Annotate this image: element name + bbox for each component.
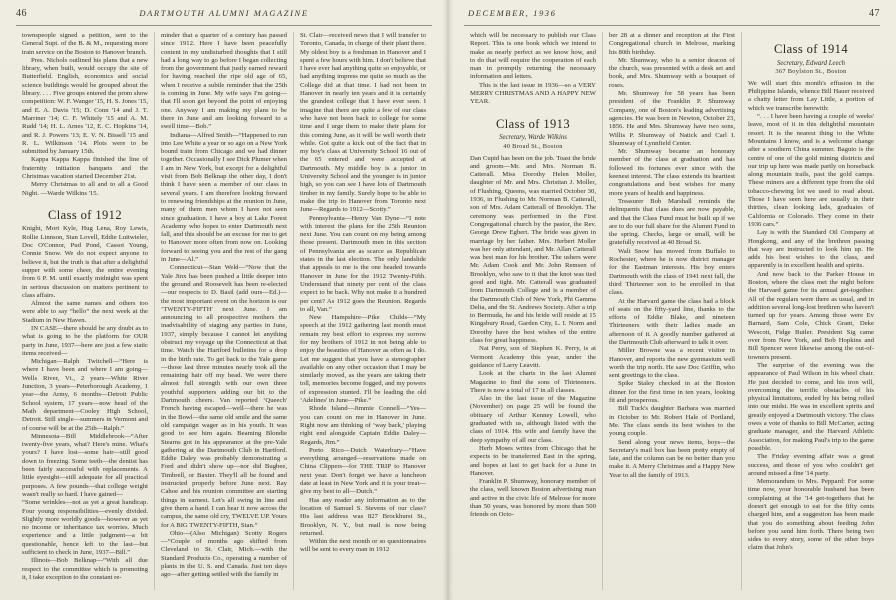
secretary-address: 40 Broad St., Boston: [503, 142, 563, 150]
body-paragraph: “. . . I have been having a couple of weeks' leave, most of it in this delightful mountain resort. It is the nearest thing to the White Mountains I know, and is a welcome change after a southern China summer. Baguio is the centre of one of the gold mining districts and our trip up here was made partly on horseback along mountain trails, past the gold camps. These miners are a different type from the old tobacco-chewing lot we used to read about. Those I have seen here are usually in their thirties, clean looking lads, graduates of California or Colorado. They come in their 1936 cars.”: [748, 113, 874, 228]
body-paragraph: Miller Browne was a recent visitor in Hanover, and reports the new gymnasium well worth the trip north. He saw Doc Griffin, who sent greetings to the class.: [609, 347, 735, 380]
right-page: [448, 0, 896, 600]
body-paragraph: Rhode Island—Jimmie Connell—“Yes—you can count on me in Hanover in June. Right now am thinking of ‘way back,' playing right end alongside Captain Eddie Daley—Regards, Jim.”: [300, 405, 426, 446]
right-column-2: [602, 32, 741, 590]
body-paragraph: Mr. Shumway became an honorary member of the class at graduation and has followed its fortunes ever since with the keenest interest. The class extends its heartiest congratulations and best wishes for many more years of health and happiness.: [609, 148, 735, 197]
body-paragraph: Connecticut—Stan Weld—“Now that the Yale Jinx has been pushed a little deeper into the ground and Roosevelt has been re-elected—our respects to D. Basil (add ours—Ed.)—the most important event on the horizon is our ‘TWENTY-FIFTH' next June. I am announcing to all prospective mothers the inadvisability of staging any parties in June, 1937, simply because I cannot let anything obstruct my voyage up the Connecticut at that time. Watch the Hartford bulletins for a drop in the birth rate. To get back to the Yale game—those last three minutes nearly took all the remaining hair off my head. We were there almost full strength with our own three youthful supporters adding our bit to the Dartmouth cheers. Van reported ‘Queech' French having escaped—well—there he was in the Bowl—the same old smile and the same old campaign wager as in his youth. It was good to see him again. Beaming Blondie Stearns got in his appearance at the pre-Yale gathering at the Dartmouth Club in Hartford. Eddie Daley was probably demonstrating a Ford and didn't show up—nor did Bugbee, Timbrell, or Baxter. They'll all be found and instructed properly before June next. Ray Cahoe and his reunion committee are starting things in earnest. Let's all swing in line and give them a hand. I can hear it now across the campus, the same old cry, TWELVE UP. Yours for A BIG TWENTY-FIFTH, Stan.”: [161, 264, 287, 529]
class-notes-heading: Class of 1914: [774, 42, 848, 56]
left-columns: [16, 32, 432, 590]
body-paragraph: ber 28 at a dinner and reception at the First Congregational church in Melrose, marking his 80th birthday.: [609, 32, 735, 56]
body-paragraph: “Some wrinkles—not as yet a great handicap. Four young responsibilities—evenly divided. Slightly more worldly goods—however as yet no income or inheritance tax worries. Much experience and a little judgment—a bit questionable, hence left to the last—but sufficient to check in June, 1937—Bill.”: [22, 499, 148, 557]
body-paragraph: New Hampshire—Pike Childs—“My speech at the 1912 gathering last month must remain my best effort to express my sorrow for my brothers of 1912 in not being able to enjoy the beauties of Hanover as often as I do. Let me suggest that you have a stenographer available on any other occasion that I may be similarly moved, as the years are taking their toll, memories become fogged, and my powers of expression stunted. I'll be leading the old ‘Adelines' in June—Pike.”: [300, 314, 426, 405]
left-header-rule: [16, 25, 432, 26]
right-page-number: 47: [869, 8, 880, 19]
body-paragraph: Merry Christmas to all and to all a Good Night. —Warde Wilkins '15.: [22, 181, 148, 197]
body-paragraph: Mr. Shumway for 58 years has been president of the Franklin P. Shumway Company, one of Boston's leading advertising agencies. He was born in Newton, October 23, 1856. He and Mrs. Shumway have two sons, Willis P. Shumway of Natick and Carl I. Shumway of Lynnfield Center.: [609, 90, 735, 147]
body-paragraph: The Friday evening affair was a great success, and those of you who couldn't get around missed a fine '14 party.: [748, 453, 874, 477]
body-paragraph: Knight, Mort Kyle, Hug Lena, Roy Lewis, Rollie Linnson, Stan Lovell, Eddie Luitwieler, Doc O'Connor, Pud Pond, Cassot Young, Connie Snow. We do not expect anyone to believe it, but the truth is that after a delightful supper with some cheer, the entire evening from 6 P. M. until exactly midnight was spent in serious discussion on matters pertinent to class affairs.: [22, 225, 148, 299]
right-running-head: DECEMBER, 1936: [468, 8, 557, 18]
body-paragraph: Also in the last issue of the Magazine (November) on page 25 will be found the obituary of Arthur Kenney Lowell, who graduated with us, although listed with the class of 1914. His wife and family have the deep sympathy of all our class.: [470, 395, 596, 444]
body-paragraph: Send along your news items, boys—the Secretary's mail box has been pretty empty of late, and the column can be no better than you make it. A Merry Christmas and a Happy New Year to all the family of 1913.: [609, 438, 735, 479]
body-paragraph: Pres. Nichols outlined his plans that a new library, when built, would occupy the site of Butterfield. English, economics and social science buildings would be grouped about the library. . . . Five groups entered the prom show competition: W. F. Wanger '15, H. S. Jones '15, and E. A. Davis '15; D. Conn '14 and J. T. Marriner '14; C. F. Whitely '15 and A. M. Rudd '14; H. L. Arnes '12, E. C. Hopkins '14, and R. J. Powers '13; E. V. N. Bissell '15 and R. L. Wilkinson '14. Plots were to be submitted by January 15th.: [22, 56, 148, 156]
body-paragraph: Michigan—Ralph Twitchell—“Here is where I have been and where I am going—Wells River, Vt., 2 years—White River Junction, 3 years—Peterborough Academy, 1 year—the Army, 6 months—Detroit Public School system, 17 years—now head of the Math department—Cooley High School, Detroit. Still single—summers in Vermont and of course will be at the 25th—Ralph.”: [22, 358, 148, 432]
body-paragraph: townspeople signed a petition, sent to the General Supt. of the B. & M., requesting more train service on the Boston to Hanover branch.: [22, 32, 148, 56]
body-paragraph: Minnesota—Bill Middlebrook—“After twenty-five years, what? Here's mine. What's yours? I have lost—some hair—still good down to freezing. Some teeth—the dentist has been fairly successful with replacements. A little eyesight—still adequate for all practical purposes. A few pounds—that college weight wasn't really so hard. I have gained—: [22, 432, 148, 498]
class-notes-heading: Class of 1913: [496, 116, 570, 131]
body-paragraph: Ohio—(Also Michigan) Scotty Rogers—“Couple of months ago shifted from Cleveland to St. Clair, Mich.—with the Standard Products Co., operating a number of plants in the U. S. and Canada. Just ten days ago—after getting settled with the family in: [161, 529, 287, 579]
right-page-header: [464, 8, 880, 22]
body-paragraph: We will start this month's effusion in the Philippine Islands, whence Bill Hauer received a chatty letter from Lay Little, a portion of which we transcribe herewith:: [748, 79, 874, 112]
body-paragraph: Within the next month or so questionnaires will be sent to every man in 1912: [300, 538, 426, 554]
left-page-header: [16, 8, 432, 22]
body-paragraph: Nat Perry, son of Stephen K. Perry, is at Vermont Academy this year, under the guidance of Larry Leavitt.: [470, 345, 596, 369]
right-header-rule: [464, 25, 880, 26]
body-paragraph: Herb Moses writes from Chicago that he expects to be transferred East in the spring, and hopes at last to get back for a June in Hanover.: [470, 444, 596, 477]
body-paragraph: Dan Cupid has been on the job. Toast the bride and groom—Mr. and Mrs. Norman B. Catterall. Miss Dorothy Helen Moller, daughter of Mr. and Mrs. Christian J. Moller, of Flushing, Queens, was married October 30, 1936, in Flushing to Mr. Norman B. Catterall, son of Mrs. Adam Catterall of Brooklyn. The ceremony was performed in the First Congregational church by the pastor, the Rev. George Drew Egbert. The bride was given in marriage by her father. Mrs. Herbert Moller was her only attendant, and Mr. Allan Catterall was best man for his brother. The ushers were Mr. Adam Cook and Mr. John Remsen of Brooklyn, who saw to it that the knot was tied good and tight. Mr. Catterall was graduated from Dartmouth College and is a member of the Dartmouth Club of New York, Phi Gamma Delta, and the St. Andrews Society. After a trip to Bermuda, he and his bride will reside at 15 Kingsbury Road, Garden City, L. I. Norm and Dorothy have the best wishes of the entire class for great happiness.: [470, 154, 596, 345]
body-paragraph: Lay is with the Standard Oil Company at Hongkong, and any of the brethren passing that way are instructed to look him up. He adds his best wishes to the class, and apparently is in excellent health and spirits.: [748, 229, 874, 270]
body-paragraph: Almost the same names and others too were able to say “hello” the next week at the Stadium in New Haven.: [22, 300, 148, 324]
body-paragraph: Walt Snow has moved from Buffalo to Rochester, where he is now district manager for the Eastman interests. His boy enters Dartmouth with the class of 1941 next fall, the third Thirteener son to be enrolled in that class.: [609, 247, 735, 297]
body-paragraph: minder that a quarter of a century has passed since 1912. Here I have been peacefully content in my undisturbed thoughts that I still had a long way to go before I began collecting from the government that justly earned reward for having reached the ripe old age of 65, when I receive a subtle reminder that the 25th is coming in June. My wife says I'm going—that I'll soon get beyond the point of enjoying one. Anyway I am making my plans to be there in June and am looking forward to a swell time—Bob.”: [161, 32, 287, 131]
left-page-number: 46: [16, 8, 27, 19]
secretary-name: Secretary, Edward Leech: [776, 59, 845, 67]
body-paragraph: Has any reader any information as to the location of Samuel S. Stevens of our class? His last address was 827 Brockhurst St., Brooklyn, N. Y., but mail is now being returned.: [300, 496, 426, 537]
body-paragraph: At the Harvard game the class had a block of seats on the fifty-yard line, thanks to the efforts of Eddie Blake, and nineteen Thirteeners with their ladies made an afternoon of it. A goodly number gathered at the Dartmouth Club afterward to talk it over.: [609, 297, 735, 346]
secretary-name: Secretary, Warde Wilkins: [499, 134, 567, 142]
left-running-head: DARTMOUTH ALUMNI MAGAZINE: [139, 8, 309, 18]
left-column-2: [154, 32, 293, 590]
body-paragraph: St. Clair—received news that I will transfer to Toronto, Canada, in charge of their plant there. My oldest boy is a freshman in Hanover and I spent a few hours with him. I don't believe that I have ever had anything quite so enjoyable, or had anything impress me quite so much as the College did at that time. I had not been in Hanover in nearly ten years and it is certainly the grandest college that I have ever seen. I imagine that there are quite a few of our class who have not been back to college for some time and I urge them to make their plans for this coming June, as it will be well worth their while. Got quite a kick out of the fact that in my boy's class at University School 16 out of the 65 entered and were accepted at Dartmouth. My middle boy is a junior in University School and the younger is in junior high, so you can see I have lots of Dartmouth timber in my family. Surely hope to be able to make the trip to Hanover from Toronto next June—Regards to 1912—Scotty.”: [300, 32, 426, 214]
class-notes-heading: Class of 1912: [48, 207, 122, 222]
body-paragraph: Spike Staley checked in at the Boston dinner for the first time in ten years, looking fit and prosperous.: [609, 380, 735, 405]
left-column-1: [16, 32, 154, 590]
body-paragraph: Pennsylvania—Henry Van Dyne—“I note with interest the plans for the 25th Reunion next June. You can count on my being among those present. Dartmouth men in this section of Pennsylvania are as scarce as Republican states in the last election. The only landslide that appeals to me is the one headed towards Hanover in June for the 1912 Twenty-Fifth. Understand that ninety per cent of the class expect to be back. Why not make it a hundred per cent? As 1912 goes the Reunion. Regards to all, Van.”: [300, 214, 426, 313]
secretary-address: 367 Boylston St., Boston: [775, 67, 847, 75]
left-column-3: [293, 32, 432, 590]
right-columns: [464, 32, 880, 590]
body-paragraph: Memorandum to Mrs. Peppard: For some time now, your honorable husband has been complaining at the '14 get-togethers that he doesn't get enough to eat for the fifty cents charged him, and a suggestion has been made that you do something about feeding John before you send him forth. There being two sides to every story, some of the other boys claim that John's: [748, 478, 874, 552]
body-paragraph: Bill Tuck's daughter Barbara was married in October to Mr. Robert Hale of Portland, Me. The class sends its best wishes to the young couple.: [609, 405, 735, 438]
right-column-1: [464, 32, 602, 590]
body-paragraph: Franklin P. Shumway, honorary member of the class, well known Boston advertising man and active in the civic life of Melrose for more than 50 years, was honored by more than 500 friends on Octo-: [470, 478, 596, 519]
body-paragraph: Mr. Shumway, who is a senior deacon of the church, was presented with a desk set and book, and Mrs. Shumway with a bouquet of roses.: [609, 56, 735, 89]
body-paragraph: Look at the charts in the last Alumni Magazine to find the sons of Thirteeners. There is now a total of 17 in all classes.: [470, 370, 596, 394]
body-paragraph: Illinois—Bob Belknap—“With all due respect to the committee which is promoting it, I take exception to the constant re-: [22, 557, 148, 581]
body-paragraph: which will be necessary to publish our Class Report. This is one book which we intend to make as nearly perfect as we know how, and to do that will require the cooperation of each man in promptly returning the necessary information and letters.: [470, 32, 596, 81]
body-paragraph: This is the last issue in 1936—so a VERY MERRY CHRISTMAS AND A HAPPY NEW YEAR.: [470, 81, 596, 106]
body-paragraph: Treasurer Bob Marshall reminds the delinquents that class dues are now payable, and that the Class Fund must be built up if we are to do our full share for the Alumni Fund in the spring. Checks, large or small, will be gratefully received at 40 Broad St.: [609, 197, 735, 247]
body-paragraph: Porto Rico—Dutch Waterbury—“Have everything arranged—reservations made on China Clippers—for THE TRIP to Hanover next year. Don't forget we have a luncheon date at least in New York and it is your treat—give my best to all—Dutch.”: [300, 446, 426, 496]
body-paragraph: Indiana—Alfred Smith—“Happened to run into Lee White a year or so ago on a New York bound train from Chicago and we had dinner together. Occasionally I see Dick Plumer when I am in New York, but except for a delightful visit from Bob Belknap the other day, I don't think I have seen a member of our class in several years. I am therefore looking forward to renewing friendships at the reunion in June, many of them men whom I have not seen since graduation. I have a boy at Lake Forest Academy who hopes to enter Dartmouth next fall, and this should be an excuse for me to get to Hanover more often from now on. Looking forward to seeing you and the rest of the gang in June—Al.”: [161, 131, 287, 264]
body-paragraph: The surprise of the evening was the appearance of Paul Wilson in his wheel chair. He just decided to come, and his iron will, overcoming the terrific obstacles of his physical limitations, ended by his being rolled into our midst. He was in excellent spirits and greatly enjoyed a Dartmouth victory. The class owes a vote of thanks to Bill McCarter, acting graduate manager, and the Harvard Athletic Association, for making Paul's trip to the game possible.: [748, 361, 874, 452]
right-column-3: [741, 32, 880, 590]
body-paragraph: And now back to the Parker House in Boston, where the class met the night before the Harvard game for its annual get-together. All of the regulars were there as usual, and in addition several long-lost brethren who haven't turned up for years. Among those were Ev Barnard, Sam Cole, Chick Grant, Deke Wescott, Fidge Butler. President Sig came over from New York, and Bob Hopkins and Bill Spencer were likewise among the out-of-towners present.: [748, 270, 874, 361]
body-paragraph: Kappa Kappa Kappa finished the line of fraternity initiation banquets and the Christmas vacation started December 21st.: [22, 156, 148, 181]
body-paragraph: IN CASE—there should be any doubt as to what is going to be the platform for OUR party in June, 1937—here are just a few static items received—: [22, 325, 148, 357]
